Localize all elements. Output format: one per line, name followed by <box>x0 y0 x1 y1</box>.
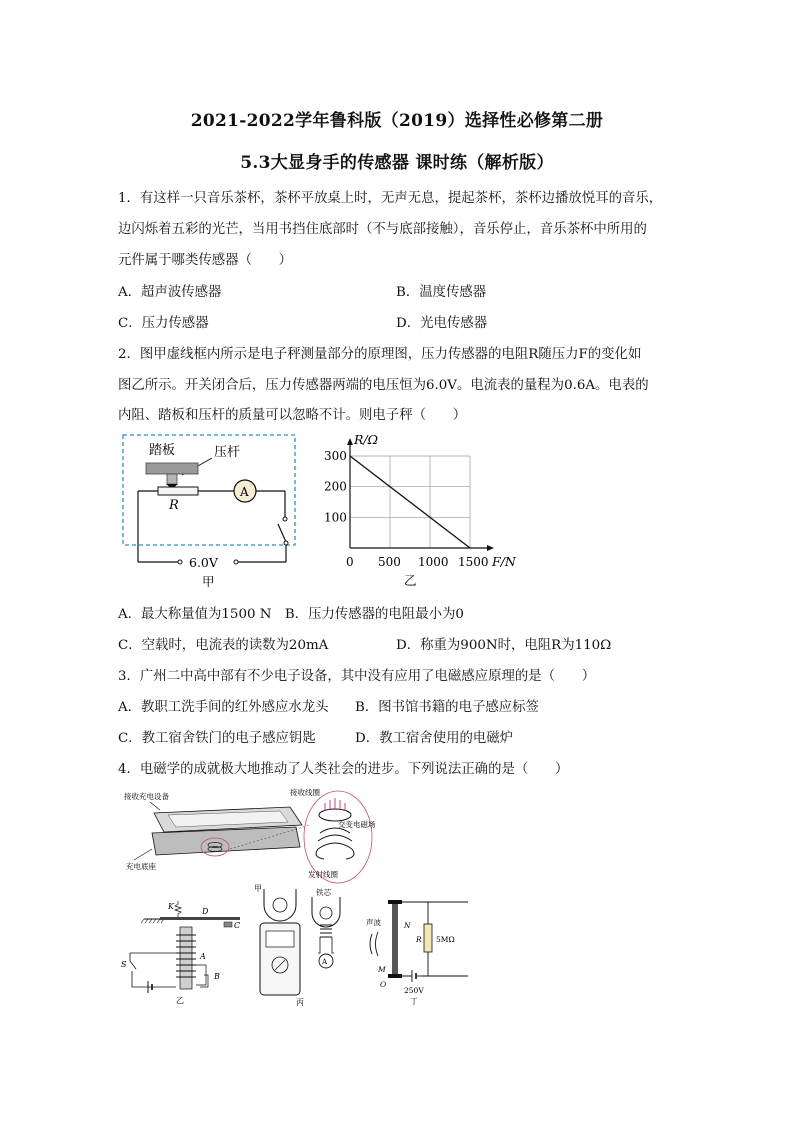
base-label: 充电底座 <box>126 862 156 871</box>
terminal-left <box>178 560 182 564</box>
y-tick-label-2: 300 <box>324 449 347 463</box>
x-tick-label-0: 0 <box>346 555 354 569</box>
switch-s-circuit <box>130 953 176 987</box>
wave-label: 声波 <box>366 918 381 927</box>
figure-jia-caption-q4: 甲 <box>254 884 262 893</box>
x-axis-arrow <box>487 545 494 551</box>
q4-figure-jia-wireless-charging <box>120 785 382 893</box>
switch-contact-top <box>283 517 287 521</box>
q2-rf-chart <box>318 432 528 592</box>
device-pointer <box>150 802 160 810</box>
contact-c <box>224 922 232 927</box>
press-rod <box>167 474 177 484</box>
pressure-sensor-resistor <box>158 487 198 495</box>
label-o: O <box>380 980 387 989</box>
q1-line-3: 元件属于哪类传感器（ ） <box>118 253 293 268</box>
field-label: 交变电磁场 <box>338 820 376 829</box>
rod-label: 压杆 <box>214 445 241 460</box>
label-r: R <box>416 935 422 944</box>
sound-wave <box>370 932 378 956</box>
q1-line-2: 边闪烁着五彩的光芒，当用书挡住底部时（不与底部接触），音乐停止，音乐茶杯中所用的 <box>118 222 647 237</box>
figure-yi-caption-q4: 乙 <box>176 996 184 1005</box>
q1-option-b: B．温度传感器 <box>396 285 487 300</box>
clamp-hole-1 <box>273 898 287 912</box>
q3-option-a: A．教职工洗手间的红外感应水龙头 <box>118 700 329 715</box>
resistor-label: R <box>169 498 179 513</box>
q1-option-a: A．超声波传感器 <box>118 285 222 300</box>
q2-line-2: 图乙所示。开关闭合后，压力传感器两端的电压恒为6.0V。电流表的量程为0.6A。电表的 <box>118 378 649 393</box>
clamp-jaw-1 <box>264 889 296 921</box>
q2-line-1: 2．图甲虚线框内所示是电子秤测量部分的原理图，压力传感器的电阻R随压力F的变化如 <box>118 347 642 362</box>
q3-option-c: C．教工宿舍铁门的电子感应钥匙 <box>118 731 316 746</box>
core-label: 铁芯 <box>316 888 331 897</box>
title-line-1: 2021-2022学年鲁科版（2019）选择性必修第二册 <box>190 111 604 131</box>
q3-option-d: D．教工宿舍使用的电磁炉 <box>355 731 514 746</box>
q1-option-c: C．压力传感器 <box>118 316 209 331</box>
chart-tick-labels <box>324 449 489 569</box>
y-axis-label: R/Ω <box>354 432 378 447</box>
label-m: M <box>378 965 386 974</box>
q2-option-d: D．称重为900N时，电阻R为110Ω <box>396 638 612 653</box>
figure-jia-caption: 甲 <box>202 574 215 589</box>
q4-figure-bing-clamp-meter <box>250 885 360 1007</box>
figure-ding-caption-q4: 丁 <box>410 997 418 1006</box>
voltage-label: 6.0V <box>189 555 218 570</box>
q2-circuit-figure <box>118 430 304 592</box>
resistor-r <box>424 924 432 952</box>
circuit-wires <box>398 902 468 976</box>
label-b: B <box>214 972 220 981</box>
base-pointer <box>134 849 152 860</box>
coil-send-label: 发射线圈 <box>308 870 338 879</box>
q3-line: 3．广州二中高中部有不少电子设备，其中没有应用了电磁感应原理的是（ ） <box>118 669 596 684</box>
series-line-r-f <box>350 456 470 548</box>
y-tick-label-1: 200 <box>324 479 347 494</box>
title-line-2: 5.3大显身手的传感器 课时练（解析版） <box>240 153 554 173</box>
q3-option-b: B．图书馆书籍的电子感应标签 <box>355 700 539 715</box>
clamp-hole-2 <box>320 907 332 919</box>
label-d: D <box>202 907 209 916</box>
x-tick-label-1: 500 <box>378 555 401 569</box>
device-label: 接收充电设备 <box>124 792 169 801</box>
x-axis-label: F/N <box>492 554 516 569</box>
label-n: N <box>404 921 411 930</box>
figure-yi-caption: 乙 <box>404 573 417 588</box>
terminal-right <box>234 560 238 564</box>
armature-bar <box>160 917 240 920</box>
pedal-label: 踏板 <box>149 443 176 458</box>
switch-contact-bottom <box>284 541 288 545</box>
q4-figure-yi-relay <box>120 895 246 1007</box>
y-axis-arrow <box>347 438 353 445</box>
coil-recv-label: 接收线圈 <box>290 788 320 797</box>
coil-leads <box>318 937 334 953</box>
q4-line: 4．电磁学的成就极大地推动了人类社会的进步。下列说法正确的是（ ） <box>118 762 569 777</box>
transmit-coil <box>318 828 352 849</box>
q4-figure-ding-microphone <box>360 890 472 1006</box>
label-k: K <box>168 902 174 911</box>
meter-display-1 <box>266 931 294 947</box>
spring <box>175 901 181 918</box>
voltage-label-q4: 250V <box>404 986 424 995</box>
coil-b <box>196 965 208 987</box>
switch-blade <box>278 524 286 542</box>
iron-core <box>180 927 192 989</box>
label-s: S <box>121 960 127 969</box>
q2-option-c: C．空载时，电流表的读数为20mA <box>118 638 329 653</box>
plate-n <box>392 902 398 976</box>
clamp-jaw-2 <box>312 897 340 927</box>
resistance-label: 5MΩ <box>436 935 455 944</box>
y-tick-label-0: 100 <box>324 510 347 525</box>
x-tick-label-3: 1500 <box>458 555 489 569</box>
transmit-coil-leads <box>316 849 354 859</box>
pedal-plate <box>146 463 198 474</box>
q2-option-ab: A．最大称量值为1500 N B．压力传感器的电阻最小为0 <box>118 607 464 622</box>
q1-line-1: 1．有这样一只音乐茶杯，茶杯平放桌上时，无声无息，提起茶杯，茶杯边播放悦耳的音乐， <box>118 191 663 206</box>
ammeter-label: A <box>240 485 249 499</box>
ammeter-label-q4: A <box>322 958 328 966</box>
label-a: A <box>200 952 206 961</box>
figure-bing-caption-q4: 丙 <box>296 998 304 1007</box>
label-c: C <box>234 921 241 930</box>
x-tick-label-2: 1000 <box>418 555 449 569</box>
q1-option-d: D．光电传感器 <box>396 316 488 331</box>
q2-line-3: 内阻、踏板和压杆的质量可以忽略不计。则电子秤（ ） <box>118 408 467 423</box>
